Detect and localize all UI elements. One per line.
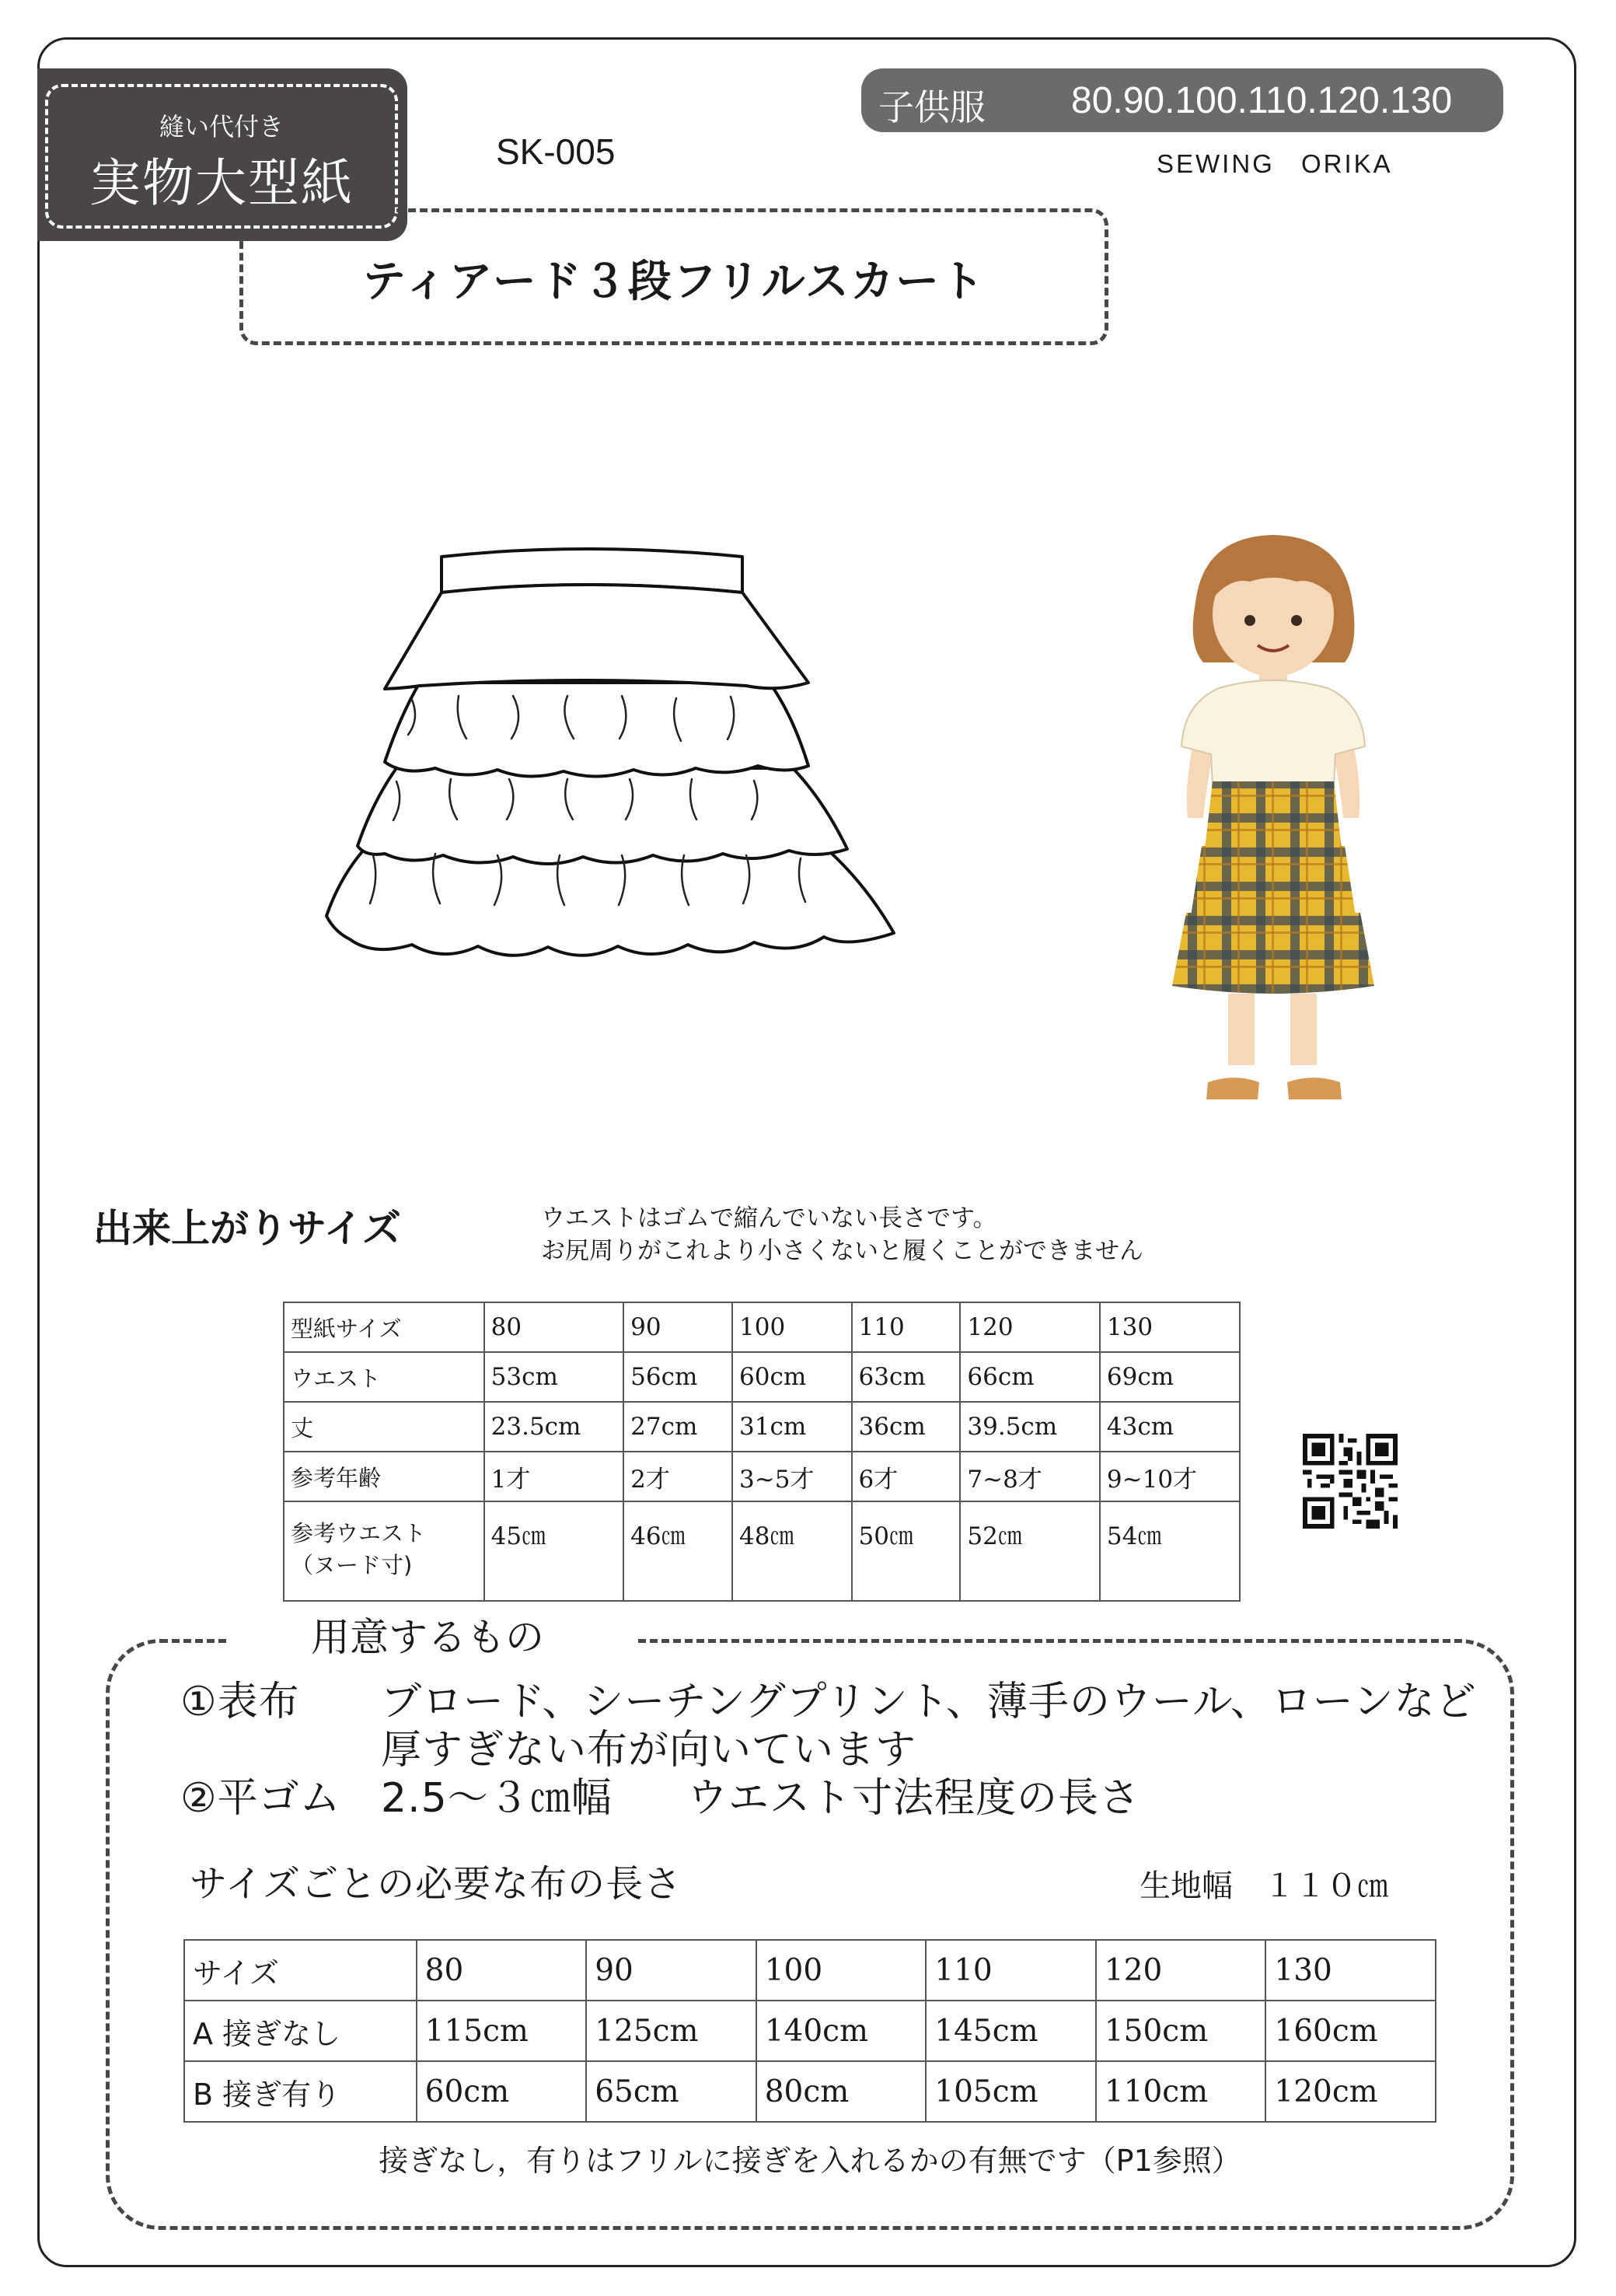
table-row	[284, 1402, 1240, 1452]
fabric-footnote: 接ぎなし，有りはフリルに接ぎを入れるかの有無です（P1参照）	[379, 2144, 1241, 2178]
badge-title: 実物大型紙	[89, 153, 354, 213]
finished-note-2: お尻周りがこれより小さくないと履くことができません	[541, 1237, 1143, 1265]
table-row	[284, 1501, 1240, 1601]
table-cell: 130	[1100, 1302, 1240, 1352]
table-cell: 9~10才	[1100, 1452, 1240, 1501]
item2-label: ②平ゴム	[180, 1775, 341, 1822]
table-cell: 120	[960, 1302, 1100, 1352]
table-row	[284, 1352, 1240, 1402]
row-label: 型紙サイズ	[284, 1302, 484, 1352]
finished-note-1: ウエストはゴムで縮んでいない長さです。	[541, 1204, 997, 1232]
table-cell: 145cm	[926, 2001, 1096, 2061]
table-cell: 125cm	[586, 2001, 756, 2061]
table-cell: 120cm	[1265, 2061, 1436, 2122]
qr-code[interactable]	[1303, 1434, 1398, 1529]
table-cell: 80	[417, 1940, 587, 2001]
table-cell: 115cm	[417, 2001, 587, 2061]
table-cell: 50㎝	[852, 1501, 961, 1601]
table-cell: 65cm	[586, 2061, 756, 2122]
table-cell: 100	[732, 1302, 852, 1352]
table-cell: 90	[586, 1940, 756, 2001]
table-row	[184, 1940, 1436, 2001]
item1-text-2: 厚すぎない布が向いています	[381, 1727, 917, 1774]
table-cell: 140cm	[756, 2001, 927, 2061]
table-cell: 7~8才	[960, 1452, 1100, 1501]
table-row	[284, 1452, 1240, 1501]
brand-name: SEWING ORIKA	[1157, 149, 1393, 178]
table-cell: 3~5才	[732, 1452, 852, 1501]
table-cell: 63cm	[852, 1352, 961, 1402]
table-cell: 160cm	[1265, 2001, 1436, 2061]
table-cell: 6才	[852, 1452, 961, 1501]
fabric-length-table	[183, 1939, 1436, 2123]
table-row	[184, 2001, 1436, 2061]
page-title: ティアード３段フリルスカート	[362, 257, 986, 307]
row-label: サイズ	[184, 1940, 417, 2001]
table-cell: 150cm	[1096, 2001, 1266, 2061]
table-cell: 27cm	[623, 1402, 732, 1452]
table-row	[184, 2061, 1436, 2122]
table-cell: 130	[1265, 1940, 1436, 2001]
table-cell: 60cm	[417, 2061, 587, 2122]
finished-size-heading: 出来上がりサイズ	[93, 1206, 401, 1251]
category-label: 子供服	[878, 86, 986, 128]
row-label: 参考年齢	[284, 1452, 484, 1501]
badge-subtitle: 縫い代付き	[159, 112, 284, 142]
row-label: ウエスト	[284, 1352, 484, 1402]
skirt-sketch-illustration	[288, 544, 909, 1057]
table-cell: 52㎝	[960, 1501, 1100, 1601]
size-range: 80.90.100.110.120.130	[1071, 80, 1453, 121]
item2-text: ウエスト寸法程度の長さ	[687, 1775, 1141, 1822]
row-label: A 接ぎなし	[184, 2001, 417, 2061]
table-cell: 1才	[484, 1452, 624, 1501]
pattern-code: SK-005	[496, 131, 616, 172]
table-cell: 23.5cm	[484, 1402, 624, 1452]
finished-size-table	[283, 1302, 1241, 1602]
table-cell: 54㎝	[1100, 1501, 1240, 1601]
table-cell: 90	[623, 1302, 732, 1352]
table-cell: 56cm	[623, 1352, 732, 1402]
table-cell: 69cm	[1100, 1352, 1240, 1402]
table-cell: 100	[756, 1940, 927, 2001]
table-cell: 105cm	[926, 2061, 1096, 2122]
materials-heading: 用意するもの	[311, 1615, 544, 1660]
row-label: B 接ぎ有り	[184, 2061, 417, 2122]
table-cell: 110	[926, 1940, 1096, 2001]
table-cell: 46㎝	[623, 1501, 732, 1601]
child-model-illustration	[1141, 529, 1405, 1120]
fabric-length-heading: サイズごとの必要な布の長さ	[190, 1862, 682, 1906]
table-cell: 36cm	[852, 1402, 961, 1452]
table-cell: 60cm	[732, 1352, 852, 1402]
table-cell: 110cm	[1096, 2061, 1266, 2122]
table-row	[284, 1302, 1240, 1352]
table-cell: 80	[484, 1302, 624, 1352]
table-cell: 45㎝	[484, 1501, 624, 1601]
table-cell: 80cm	[756, 2061, 927, 2122]
table-cell: 53cm	[484, 1352, 624, 1402]
table-cell: 120	[1096, 1940, 1266, 2001]
fabric-width: 生地幅 １１０㎝	[1140, 1868, 1388, 1904]
table-cell: 39.5cm	[960, 1402, 1100, 1452]
table-cell: 66cm	[960, 1352, 1100, 1402]
item2-width: 2.5～３㎝幅	[381, 1775, 613, 1822]
row-label: 丈	[284, 1402, 484, 1452]
table-cell: 43cm	[1100, 1402, 1240, 1452]
table-cell: 2才	[623, 1452, 732, 1501]
item1-label: ①表布	[180, 1679, 300, 1725]
table-cell: 48㎝	[732, 1501, 852, 1601]
table-cell: 31cm	[732, 1402, 852, 1452]
table-cell: 110	[852, 1302, 961, 1352]
item1-text: ブロード、シーチングプリント、薄手のウール、ローンなど	[381, 1679, 1477, 1725]
row-label: 参考ウエスト （ヌード寸)	[284, 1501, 484, 1601]
